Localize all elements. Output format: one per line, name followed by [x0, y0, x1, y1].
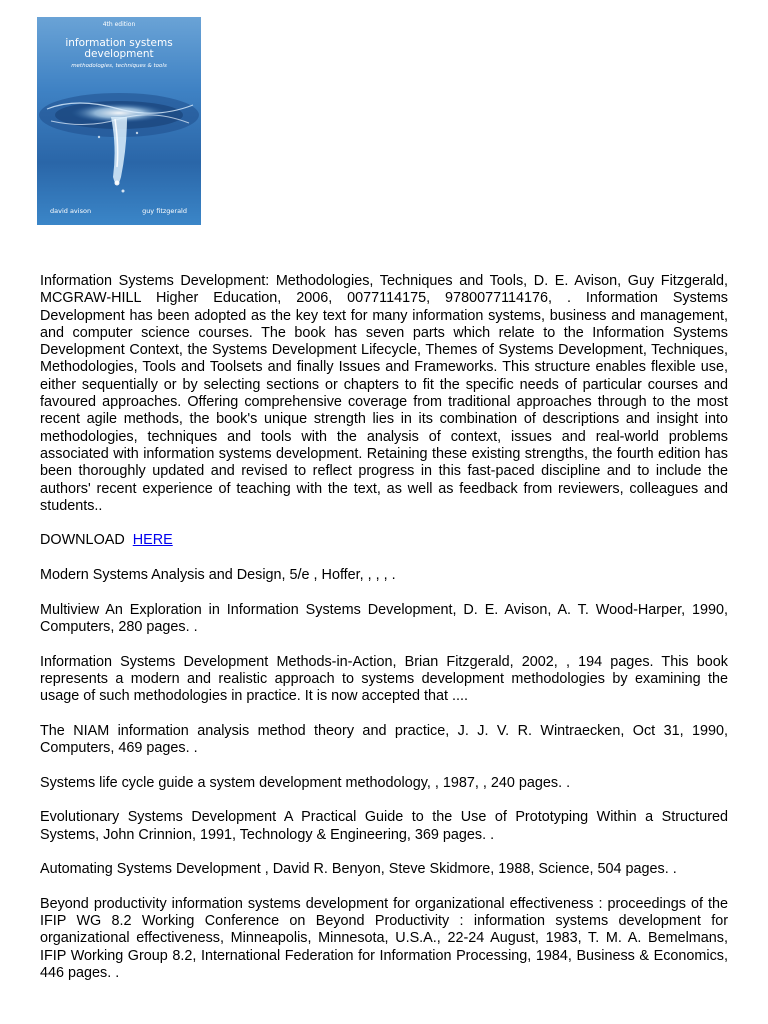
download-line [40, 532, 728, 549]
cover-author-left: david avison [50, 207, 92, 215]
related-item: Modern Systems Analysis and Design, 5/e , Hoffer, , , , . [40, 567, 396, 584]
related-item: Automating Systems Development , David R. Benyon, Steve Skidmore, 1988, Science, 504 pages. . [40, 861, 677, 878]
download-label: DOWNLOAD [40, 532, 125, 549]
related-item: Beyond productivity information systems development for organizational effectiveness : proceedings of the IFIP WG 8.2 Working Conference on Beyond Productivity : information systems development for organizational effectiveness, Minneapolis, Minnesota, U.S.A., 22-24 August, 1983, T. M. A. Bemelmans, IFIP Working Group 8.2, International Federation for Information Processing, 1984, Business & Economics, 446 pages. . [40, 895, 728, 981]
related-item: Information Systems Development Methods-in-Action, Brian Fitzgerald, 2002, , 194 pages. This book represents a modern and realistic approach to systems development methodologies by examining the usage of such methodologies in practice. It is now accepted that .... [40, 653, 728, 705]
document-body [40, 273, 728, 982]
download-link[interactable]: HERE [132, 532, 173, 549]
book-description: Information Systems Development: Methodologies, Techniques and Tools, D. E. Avison, Guy Fitzgerald, MCGRAW-HILL Higher Education, 2006, 0077114175, 9780077114176, . Information Systems Development has been adopted as the key text for many information systems, business and management, and computer science courses. The book has seven parts which relate to the Information Systems Development Context, the Systems Development Lifecycle, Themes of Systems Development, Techniques, Methodologies, Tools and Toolsets and finally Issues and Frameworks. This structure enables flexible use, either sequentially or by selecting sections or chapters to fit the specific needs of particular courses and favoured approaches. Offering comprehensive coverage from traditional approaches through to the most recent agile methods, the book's unique strength lies in its combination of descriptions and insight into methodologies, techniques and tools with the analysis of context, issues and real-world problems associated with information systems development. Retaining these existing strengths, the fourth edition has been thoroughly updated and revised to reflect progress in this fast-paced discipline and to include the authors' recent experience of teaching with the text, as well as feedback from reviewers, colleagues and students.. [40, 273, 728, 514]
related-item: Multiview An Exploration in Information Systems Development, D. E. Avison, A. T. Wood-Harper, 1990, Computers, 280 pages. . [40, 601, 728, 635]
cover-author-right: guy fitzgerald [142, 207, 187, 215]
cover-subtitle: methodologies, techniques & tools [71, 63, 167, 69]
cover-title-line1: information systems [65, 37, 173, 49]
book-cover-image [37, 17, 201, 225]
related-item: The NIAM information analysis method theory and practice, J. J. V. R. Wintraecken, Oct 31, 1990, Computers, 469 pages. . [40, 722, 728, 757]
cover-title-line2: development [84, 48, 154, 60]
related-item: Systems life cycle guide a system development methodology, , 1987, , 240 pages. . [40, 774, 571, 791]
cover-edition: 4th edition [102, 21, 136, 28]
related-item: Evolutionary Systems Development A Practical Guide to the Use of Prototyping Within a Structured Systems, John Crinnion, 1991, Technology & Engineering, 369 pages. . [40, 809, 728, 843]
